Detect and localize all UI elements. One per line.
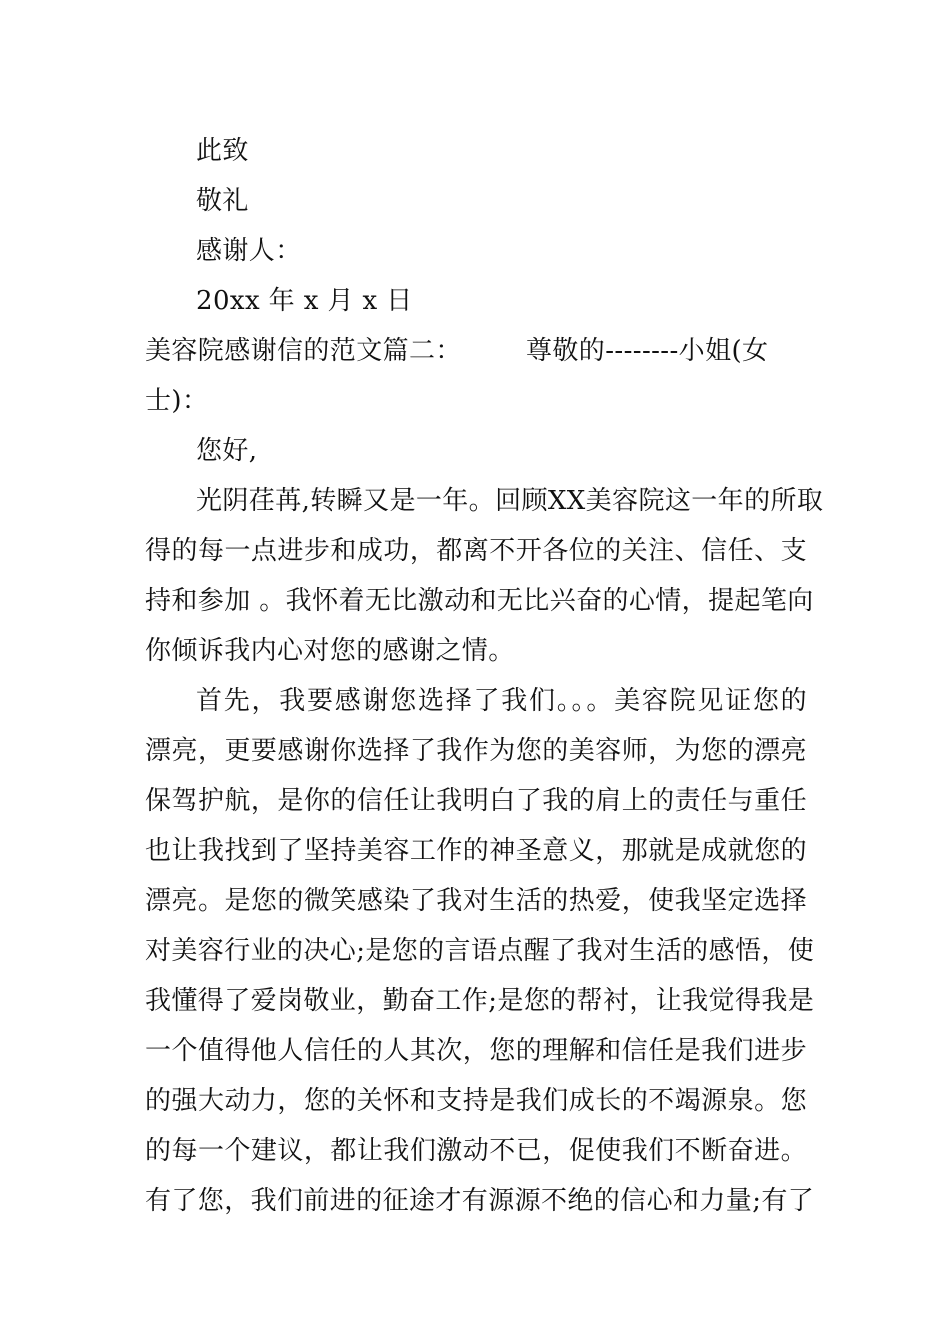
signer-label: 感谢人： [196, 236, 302, 266]
closing-salutation-1: 此致 [196, 136, 249, 166]
recipient-line-continued: 士)： [145, 386, 209, 416]
paragraph-line: 有了您，我们前进的征途才有源源不绝的信心和力量;有了 [145, 1186, 815, 1216]
paragraph-line: 我懂得了爱岗敬业，勤奋工作;是您的帮衬，让我觉得我是 [145, 986, 815, 1016]
paragraph-line: 光阴荏苒,转瞬又是一年。回顾XX美容院这一年的所取 [196, 486, 824, 516]
paragraph-line: 首先，我要感谢您选择了我们。。。美容院见证您的 [196, 686, 807, 716]
letter-date: 20xx 年 x 月 x 日 [196, 286, 413, 316]
paragraph-line: 保驾护航，是你的信任让我明白了我的肩上的责任与重任 [145, 786, 807, 816]
paragraph-line: 漂亮，更要感谢你选择了我作为您的美容师，为您的漂亮 [145, 736, 807, 766]
paragraph-line: 持和参加 。我怀着无比激动和无比兴奋的心情，提起笔向 [145, 586, 814, 616]
closing-salutation-2: 敬礼 [196, 186, 249, 216]
paragraph-line: 得的每一点进步和成功，都离不开各位的关注、信任、支 [145, 536, 807, 566]
greeting: 您好, [196, 436, 258, 466]
paragraph-line: 的强大动力，您的关怀和支持是我们成长的不竭源泉。您 [145, 1086, 807, 1116]
paragraph-line: 对美容行业的决心;是您的言语点醒了我对生活的感悟，使 [145, 936, 815, 966]
recipient-line: 尊敬的--------小姐(女 [526, 336, 769, 366]
paragraph-line: 的每一个建议，都让我们激动不已，促使我们不断奋进。 [145, 1136, 807, 1166]
paragraph-line: 一个值得他人信任的人其次，您的理解和信任是我们进步 [145, 1036, 807, 1066]
paragraph-line: 也让我找到了坚持美容工作的神圣意义，那就是成就您的 [145, 836, 807, 866]
paragraph-line: 漂亮。是您的微笑感染了我对生活的热爱，使我坚定选择 [145, 886, 807, 916]
paragraph-line: 你倾诉我内心对您的感谢之情。 [145, 636, 515, 666]
section-heading: 美容院感谢信的范文篇二： [145, 336, 462, 366]
